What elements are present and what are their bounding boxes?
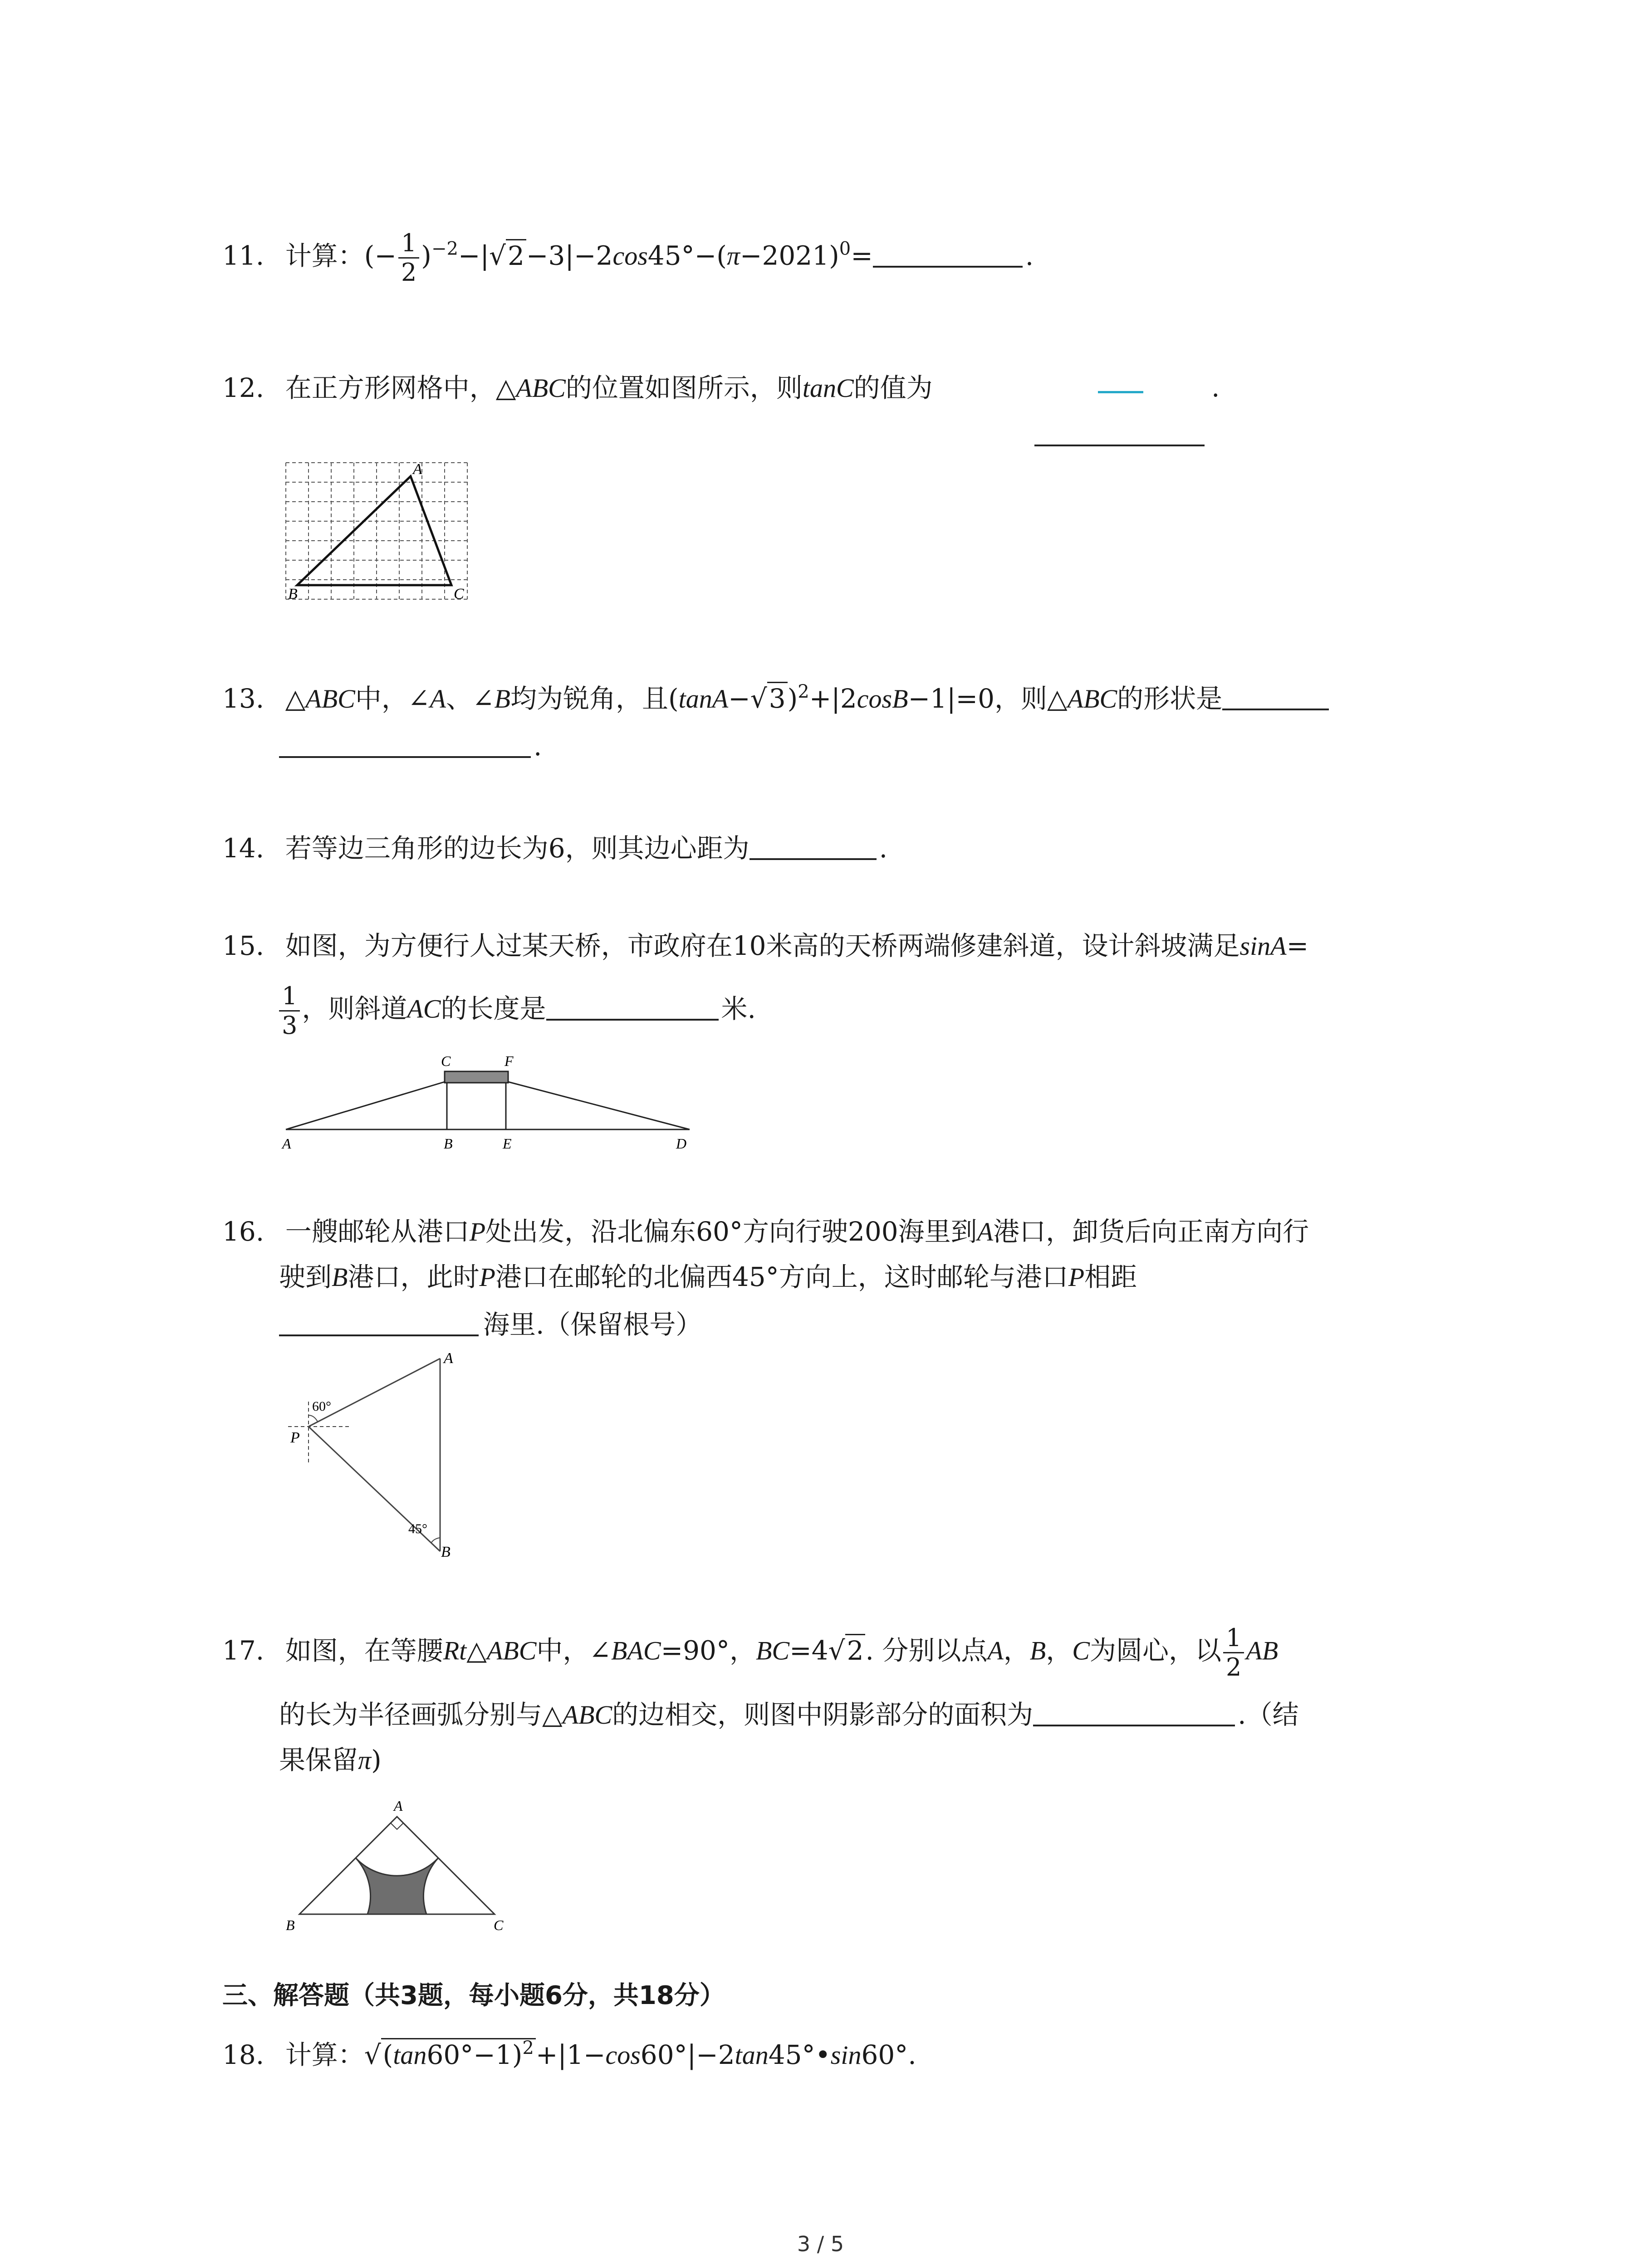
- answer-blank[interactable]: [1222, 686, 1329, 710]
- answer-blank[interactable]: [546, 996, 719, 1021]
- label-c: C: [454, 586, 464, 602]
- question-16-line2: 驶到B港口，此时P港口在邮轮的北偏西45°方向上，这时邮轮与港口P相距: [279, 1261, 1137, 1292]
- question-number: 12.: [222, 372, 265, 403]
- question-14: 14. 若等边三角形的边长为6，则其边心距为 .: [222, 833, 888, 864]
- question-13: 13. △ABC中，∠A、∠B均为锐角，且$(\tan A-√3)^2+|2\cos B-1|=0$，则△ABC的形状是: [222, 676, 1329, 715]
- svg-text:A: A: [282, 1135, 291, 1152]
- svg-text:A: A: [394, 1798, 403, 1814]
- label-b: B: [288, 586, 298, 602]
- figure-16-ship-route: [277, 1347, 467, 1560]
- section-heading: 三、解答题（共3题，每小题6分，共18分）: [222, 1981, 725, 2010]
- svg-text:F: F: [505, 1053, 514, 1069]
- question-17-line2: 的长为半径画弧分别与△ABC的边相交，则图中阴影部分的面积为 .（结: [279, 1699, 1299, 1730]
- question-16: 16. 一艘邮轮从港口P处出发，沿北偏东60°方向行驶200海里到A港口，卸货后向正南方向行: [222, 1216, 1309, 1247]
- answer-blank[interactable]: [279, 1312, 479, 1336]
- svg-text:45°: 45°: [408, 1521, 427, 1536]
- triangle-abc: [297, 476, 451, 585]
- svg-text:E: E: [503, 1135, 512, 1152]
- figure-17-shaded-triangle: [277, 1792, 513, 1941]
- svg-text:B: B: [441, 1544, 451, 1560]
- svg-text:D: D: [676, 1135, 687, 1152]
- answer-blank[interactable]: [279, 733, 531, 758]
- answer-blank[interactable]: [1034, 422, 1205, 446]
- question-number: 15.: [222, 930, 265, 961]
- answer-dash: [1098, 391, 1143, 393]
- svg-text:A: A: [444, 1350, 453, 1367]
- question-13-cont: .: [279, 730, 542, 762]
- answer-blank[interactable]: [1033, 1702, 1235, 1726]
- svg-text:60°: 60°: [312, 1399, 331, 1414]
- question-15-cont: $\frac{1}{3}$ ，则斜道AC的长度是 米.: [279, 982, 756, 1040]
- svg-text:C: C: [441, 1053, 451, 1069]
- fraction: $\frac{1}{2}$: [398, 229, 419, 287]
- question-number: 13.: [222, 683, 265, 714]
- shaded-region: [356, 1858, 438, 1914]
- question-number: 16.: [222, 1216, 265, 1247]
- page-number: 3 / 5: [797, 2232, 844, 2256]
- svg-text:P: P: [290, 1429, 300, 1446]
- question-number: 14.: [222, 833, 265, 864]
- question-number: 11.: [222, 240, 265, 271]
- answer-blank[interactable]: [873, 243, 1023, 268]
- figure-12-grid-triangle: [272, 449, 481, 612]
- question-15: 15. 如图，为方便行人过某天桥，市政府在10米高的天桥两端修建斜道，设计斜坡满足sinA=: [222, 930, 1309, 961]
- fraction: $\frac{1}{2}$: [1223, 1624, 1244, 1681]
- svg-text:C: C: [494, 1917, 504, 1933]
- question-12: 12. 在正方形网格中，△ABC的位置如图所示，则tanC的值为: [222, 372, 933, 403]
- figure-15-bridge: [272, 1043, 708, 1157]
- end-period: .: [1211, 372, 1220, 403]
- question-11: 11. 计算：(− $\frac{1}{2}$ )$^{-2}-|√2-3|-2\cos 45^\circ-(\pi-2021)^0=$ .: [222, 229, 1034, 287]
- question-number: 17.: [222, 1635, 265, 1666]
- question-18: 18. 计算：$√(\tan 60^\circ-1)^2+|1-\cos 60^\circ|-2\tan 45^\circ•\sin 60^\circ$.: [222, 2038, 916, 2070]
- svg-text:B: B: [444, 1135, 453, 1152]
- question-16-line3: 海里.（保留根号）: [279, 1309, 702, 1340]
- question-number: 18.: [222, 2039, 265, 2070]
- svg-text:B: B: [286, 1917, 295, 1933]
- question-17: 17. 如图，在等腰Rt△ABC中，∠BAC=90°，BC=4√2. 分别以点A，B，C为圆心，以 $\frac{1}{2}$ AB: [222, 1623, 1279, 1681]
- question-17-line3: 果保留π): [279, 1745, 382, 1775]
- answer-blank[interactable]: [749, 836, 877, 860]
- fraction: $\frac{1}{3}$: [279, 982, 300, 1040]
- label-a: A: [413, 461, 422, 478]
